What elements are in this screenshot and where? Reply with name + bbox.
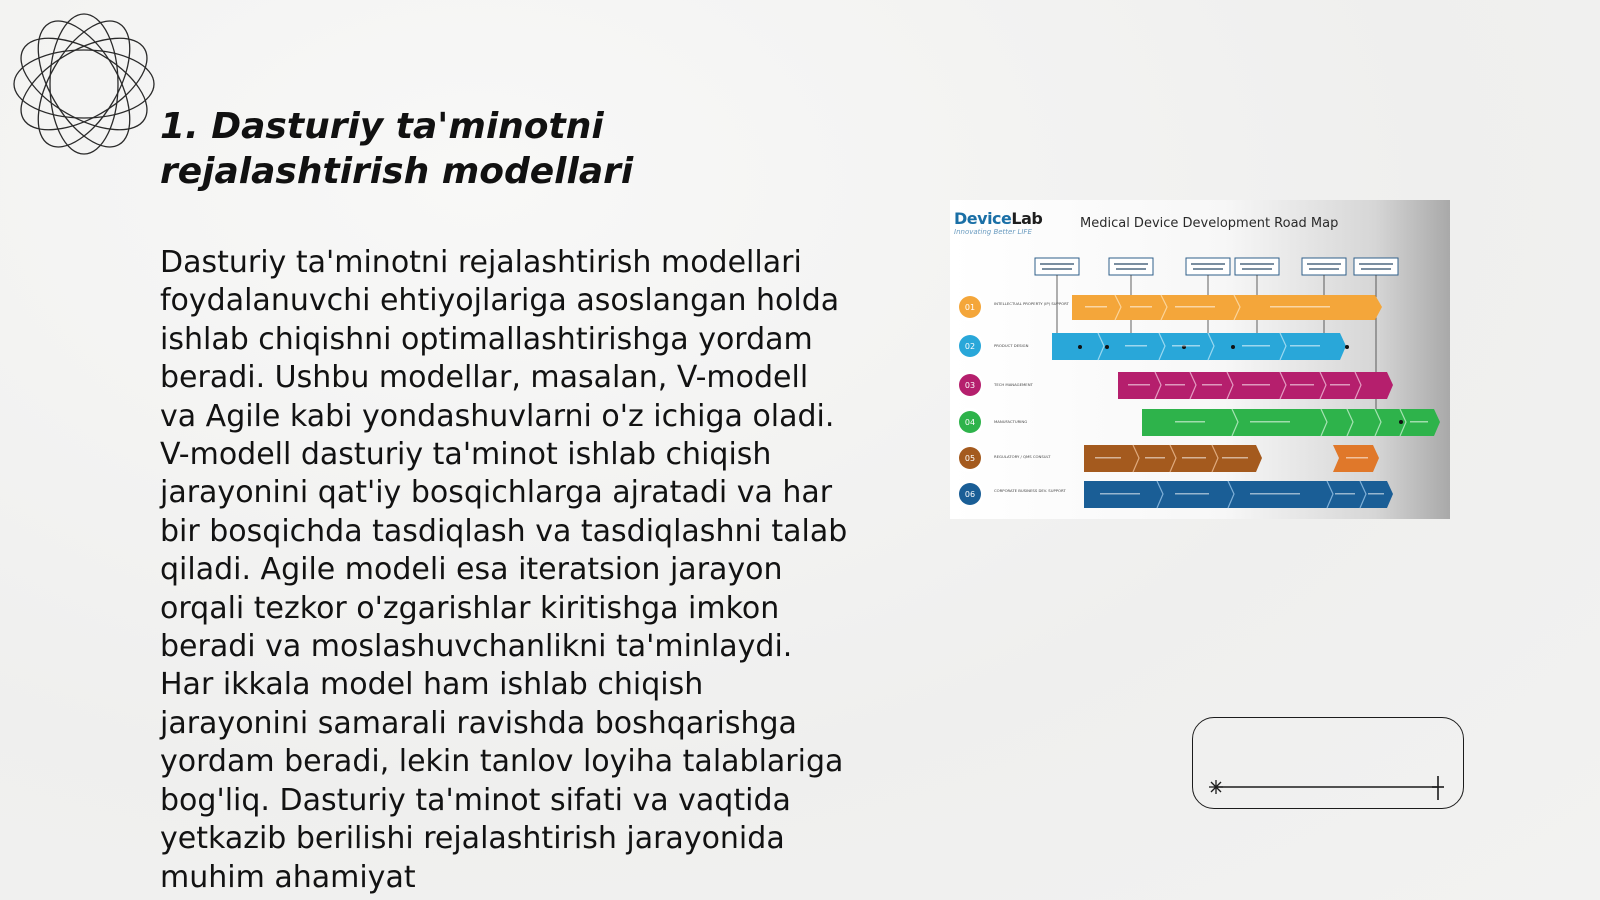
- logo-main-text: Device: [954, 209, 1012, 228]
- row-6-number: 06: [964, 490, 976, 499]
- roadmap-diagram: [950, 200, 1450, 519]
- row-5-number: 05: [964, 454, 976, 463]
- row-2-label: PRODUCT DESIGN: [994, 343, 1029, 348]
- slide-body-text: Dasturiy ta'minotni rejalashtirish modellari foydalanuvchi ehtiyojlariga asoslangan holda ishlab chiqishni optimallashtirishga yordam beradi. Ushbu modellar, masalan, V-modell va Agile kabi yondashuvlarni o'z ichiga oladi. V-modell dasturiy ta'minot ishlab chiqish jarayonini qat'iy bosqichlarga ajratadi va har bir bosqichda tasdiqlash va tasdiqlashni talab qiladi. Agile modeli esa iteratsion jarayon orqali tezkor o'zgarishlar kiritishga imkon beradi va moslashuvchanlikni ta'minlaydi. Har ikkala model ham ishlab chiqish jarayonini samarali ravishda boshqarishga yordam beradi, lekin tanlov loyiha talablariga bog'liq. Dasturiy ta'minot sifati va vaqtida yetkazib berilishi rejalashtirish jarayonida muhim ahamiyat: [160, 245, 848, 895]
- row-2-number: 02: [964, 342, 976, 351]
- slide-title: 1. Dasturiy ta'minotni rejalashtirish modellari: [160, 106, 634, 192]
- decorative-slider-frame: [1192, 717, 1464, 809]
- plus-icon: [1432, 776, 1444, 800]
- row-6-label: CORPORATE BUSINESS DEV. SUPPORT: [994, 488, 1066, 493]
- row-1-label: INTELLECTUAL PROPERTY (IP) SUPPORT: [994, 301, 1069, 306]
- row-1-number: 01: [964, 303, 976, 312]
- roadmap-title: Medical Device Development Road Map: [1080, 216, 1339, 231]
- row-3-number: 03: [964, 381, 976, 390]
- logo-accent-text: Lab: [1011, 209, 1043, 228]
- decorative-orbit-rings-icon: [8, 8, 160, 160]
- row-3-label: TECH MANAGEMENT: [994, 382, 1033, 387]
- logo-tagline: Innovating Better LIFE: [954, 228, 1032, 236]
- row-5-label: REGULATORY / QMS CONSULT: [994, 454, 1051, 459]
- row-4-number: 04: [964, 418, 976, 427]
- sparkle-icon: [1209, 780, 1223, 794]
- row-4-label: MANUFACTURING: [994, 419, 1028, 424]
- roadmap-image: [950, 200, 1450, 519]
